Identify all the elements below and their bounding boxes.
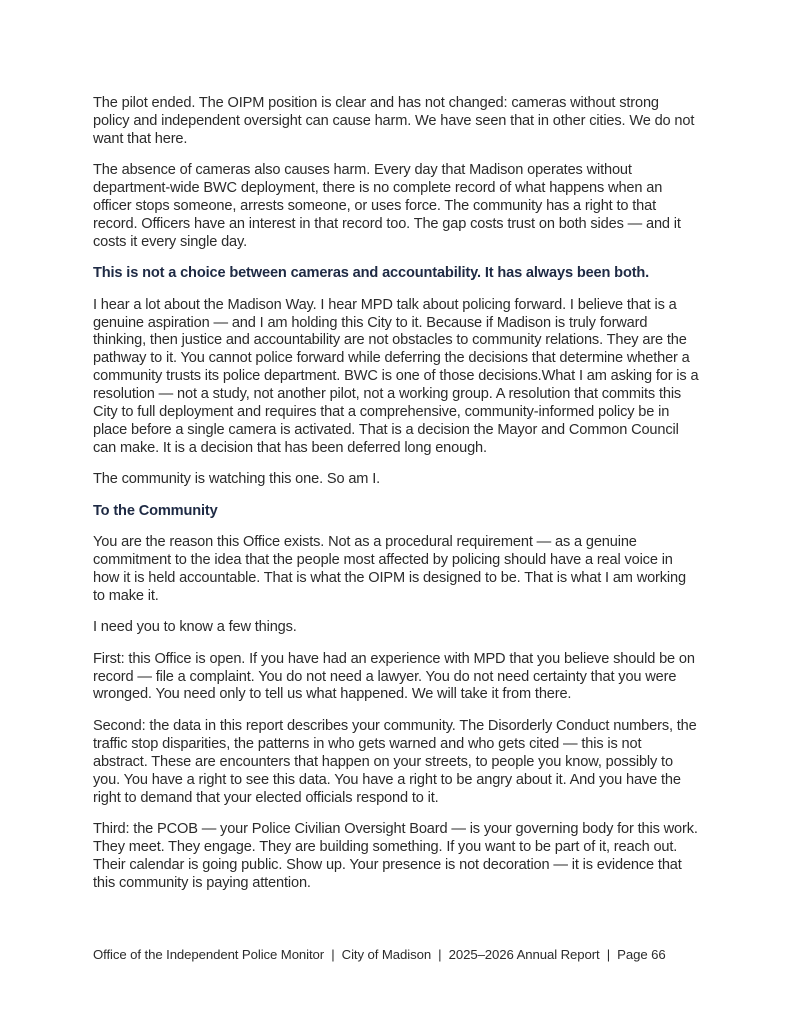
section-heading: This is not a choice between cameras and accountability. It has always been both. [93, 265, 650, 282]
paragraph: Second: the data in this report describes your community. The Disorderly Conduct numbers, the traffic stop disparities, the patterns in who gets warned and who gets cited — this is not abstract. These are encounters that happen on your streets, to people you know, possibly to you. You have a right to see this data. You have a right to be angry about it. And you have the right to demand that your elected officials respond to it. [93, 717, 697, 806]
paragraph: You are the reason this Office exists. Not as a procedural requirement — as a genuine commitment to the idea that the people most affected by policing should have a real voice in how it is held accountable. That is what the OIPM is designed to be. That is what I am working to make it. [93, 534, 686, 604]
paragraph: The absence of cameras also causes harm. Every day that Madison operates without department-wide BWC deployment, there is no complete record of what happens when an officer stops someone, arrests someone, or uses force. The community has a right to that record. Officers have an interest in that record too. The gap costs trust on both sides — and it costs it every single day. [93, 162, 681, 250]
paragraph: The community is watching this one. So am I. [93, 471, 381, 488]
section-heading: To the Community [93, 502, 218, 519]
paragraph: The pilot ended. The OIPM position is clear and has not changed: cameras without strong policy and independent oversight can cause harm. We have seen that in other cities. We do not want that here. [93, 95, 695, 147]
paragraph: I need you to know a few things. [93, 619, 297, 636]
page-body [93, 95, 699, 906]
page-footer: Office of the Independent Police Monitor | City of Madison | 2025–2026 Annual Report | Page 66 [93, 947, 666, 962]
paragraph: Third: the PCOB — your Police Civilian Oversight Board — is your governing body for this work. They meet. They engage. They are building something. If you want to be part of it, reach out. Their calendar is going public. Show up. Your presence is not decoration — it is evidence that this community is paying attention. [93, 820, 698, 891]
paragraph: First: this Office is open. If you have had an experience with MPD that you believe should be on record — file a complaint. You do not need a lawyer. You do not need certainty that you were wronged. You need only to tell us what happened. We will take it from there. [93, 650, 695, 703]
paragraph: I hear a lot about the Madison Way. I hear MPD talk about policing forward. I believe that is a genuine aspiration — and I am holding this City to it. Because if Madison is truly forward thinking, then justice and accountability are not obstacles to community relations. They are the pathway to it. You cannot police forward while deferring the decisions that determine whether a community trusts its police department. BWC is one of those decisions.What I am asking for is a resolution — not a study, not another pilot, not a working group. A resolution that commits this City to full deployment and requires that a comprehensive, community-informed policy be in place before a single camera is activated. That is a decision the Mayor and Common Council can make. It is a decision that has been deferred long enough. [93, 296, 699, 456]
